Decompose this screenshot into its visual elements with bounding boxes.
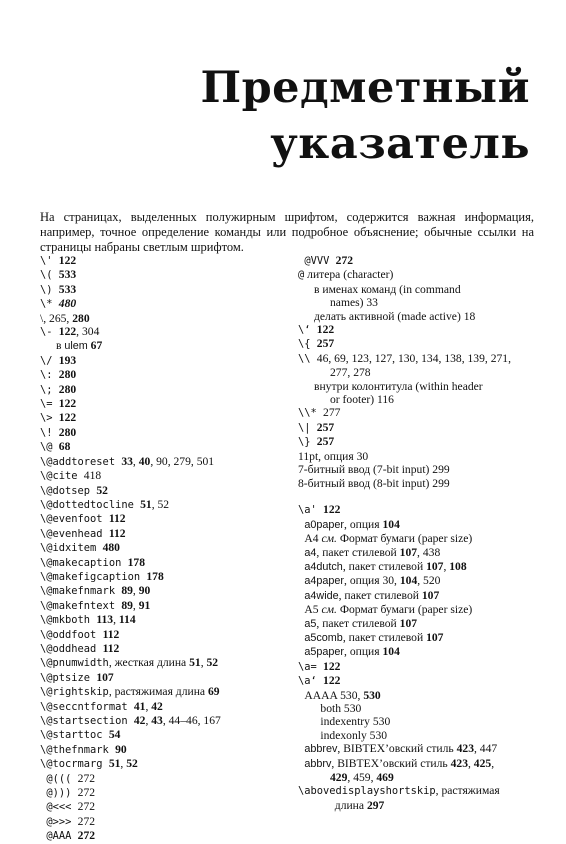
index-entry (40, 541, 280, 555)
index-entry-part: \@makefigcaption (40, 570, 147, 583)
index-entry-part: 272 (77, 814, 96, 828)
index-entry (298, 406, 548, 420)
index-column-left (40, 254, 280, 844)
index-entry-part: 90 (115, 742, 127, 756)
index-entry (40, 728, 280, 742)
index-entry-part: 122 (323, 659, 341, 673)
index-entry (40, 268, 280, 282)
index-entry-part: 51 (140, 497, 152, 511)
index-entry (298, 689, 548, 702)
index-entry-part: 107 (399, 545, 418, 559)
index-entry-part: , (113, 613, 119, 627)
index-entry-part: , (145, 714, 152, 727)
index-entry-part: в именах команд (in command (314, 282, 461, 296)
index-entry (40, 469, 280, 483)
index-entry-part: 43 (151, 714, 163, 727)
index-entry (298, 757, 548, 771)
index-entry-part: 69 (207, 685, 220, 699)
index-entry (298, 366, 548, 379)
index-entry-part: \abovedisplayshortskip (298, 785, 436, 798)
index-entry (298, 310, 548, 323)
index-entry-part: \@evenfoot (40, 513, 109, 526)
index-entry (298, 560, 548, 574)
index-entry-part: 277, 278 (330, 366, 371, 380)
index-entry (298, 393, 548, 406)
index-entry-part: 90 (138, 584, 151, 598)
index-entry-part: A5 (304, 603, 322, 617)
index-entry-part: , 304 (76, 325, 100, 339)
index-entry (298, 574, 548, 588)
index-entry-part: , (200, 656, 207, 670)
index-entry-part: 54 (108, 728, 121, 742)
index-entry-part: 178 (127, 555, 145, 569)
index-entry-part: , растяжимая длина (108, 685, 208, 699)
index-entry (298, 296, 548, 309)
index-entry-part: 11pt, опция 30 (298, 449, 369, 463)
index-entry-part: 280 (58, 382, 77, 396)
index-entry-part: литера (character) (304, 268, 394, 282)
index-entry-part: \@thefnmark (40, 743, 116, 756)
index-entry-part: 104 (399, 574, 418, 588)
index-entry (40, 613, 280, 627)
index-entry-part: 122 (58, 397, 77, 411)
index-entry-part: , пакет стилевой (316, 545, 400, 559)
index-entry (40, 656, 280, 670)
index-entry-part: @AAA (46, 830, 78, 843)
index-entry (40, 786, 280, 800)
index-entry-part: делать активной (made active) 18 (314, 309, 476, 323)
index-entry-part: \@dottedtocline (40, 498, 141, 511)
index-entry-part: , растяжимая (435, 784, 500, 798)
index-entry (40, 642, 280, 656)
index-entry (298, 337, 548, 351)
index-entry-part: a5 (304, 617, 317, 630)
index-entry-part: \! (40, 426, 59, 439)
index-entry-part: @VVV (304, 255, 336, 267)
index-entry (298, 715, 548, 728)
index-entry-part: @))) (46, 787, 78, 800)
index-entry-part: \@starttoc (40, 729, 109, 742)
index-entry (298, 660, 548, 674)
index-entry-part: 297 (366, 798, 385, 812)
index-entry-part: a5paper (304, 646, 345, 659)
index-entry (298, 268, 548, 282)
index-entry-part: 51 (189, 656, 201, 670)
index-entry (40, 512, 280, 526)
index-entry-part: indexonly 530 (320, 728, 388, 742)
index-entry-part: \@makefntext (40, 599, 122, 612)
index-entry-part: \@mkboth (40, 614, 97, 627)
index-entry (298, 729, 548, 742)
index-entry-part: a4wide (304, 589, 339, 602)
index-entry-part: a4paper (304, 575, 345, 588)
index-entry-part: 108 (449, 559, 467, 573)
index-entry-part: @>>> (46, 815, 78, 828)
index-entry-part: 107 (426, 630, 444, 644)
index-entry-part: 272 (77, 829, 96, 843)
index-entry-part: \@makecaption (40, 556, 128, 569)
index-entry-part: \* (40, 298, 59, 311)
index-entry-part: \@pnumwidth (40, 657, 109, 670)
index-entry (298, 254, 548, 268)
index-entry-part: 423 (456, 742, 474, 756)
index-entry-part: 122 (316, 323, 335, 337)
index-entry-part: 122 (323, 503, 341, 517)
index-entry-part: \@ptsize (40, 671, 97, 684)
index-entry-part: 122 (58, 325, 77, 339)
index-entry-part: 107 (421, 588, 440, 602)
index-entry-part: , опция 30, (344, 574, 400, 588)
index-entry-part: a5comb (304, 631, 343, 644)
index-entry-part: \@cite (40, 470, 84, 483)
index-entry-part: 51 (108, 757, 121, 771)
index-entry-part: см. (321, 603, 337, 617)
index-entry-part: \( (40, 269, 59, 282)
index-entry (40, 628, 280, 642)
index-entry-part: , 447 (474, 742, 498, 756)
index-entry-part: , опция (344, 517, 383, 531)
index-entry (298, 799, 548, 812)
index-entry-part: , 44–46, 167 (162, 714, 221, 727)
index-entry (298, 674, 548, 688)
index-entry-part: 52 (206, 656, 219, 670)
index-entry-part: в (56, 339, 65, 353)
index-entry-part: 280 (58, 425, 77, 439)
index-entry-part: \} (298, 436, 317, 449)
page-title-line-1: Предметный (200, 63, 530, 113)
index-entry-part: , (132, 598, 139, 612)
index-entry-part: \- (40, 326, 59, 339)
index-entry-part: 193 (58, 353, 77, 367)
index-entry-part: 52 (96, 483, 108, 497)
index-entry-part: \, 265, (40, 311, 73, 325)
index-entry (298, 645, 548, 659)
index-entry-part: 8-битный ввод (8-bit input) 299 (298, 476, 450, 490)
intro-paragraph: На страницах, выделенных полужирным шрифтом, содержится важная информация, например, точное определение команды или подробное объяснение; обычные ссылки на страницы набраны светлым шрифтом. (40, 210, 534, 254)
index-entry-part: 91 (138, 598, 151, 612)
index-entry (40, 815, 280, 829)
index-entry-part: \\* (298, 407, 324, 420)
index-entry-part: @((( (46, 772, 78, 785)
index-entry-part: , 520 (417, 574, 441, 588)
index-entry-part: \@makefnmark (40, 585, 122, 598)
index-entry (298, 450, 548, 463)
index-entry-part: \{ (298, 338, 317, 351)
index-entry-part: \@seccntformat (40, 700, 134, 713)
index-entry (40, 829, 280, 843)
index-entry (298, 283, 548, 296)
index-entry (298, 435, 548, 449)
index-entry (40, 757, 280, 771)
index-entry-part: 257 (316, 435, 335, 449)
index-entry-part: 272 (77, 771, 96, 785)
index-entry (40, 685, 280, 699)
index-entry (40, 325, 280, 339)
index-entry-part: or footer) 116 (330, 393, 394, 407)
index-entry (40, 440, 280, 454)
index-entry-part: \@addtoreset (40, 455, 122, 468)
index-entry (40, 254, 280, 268)
index-entry-part: , 459, (347, 771, 377, 785)
index-entry (298, 380, 548, 393)
index-entry-part: 122 (58, 411, 77, 425)
index-entry-part: \‘ (298, 324, 317, 337)
index-entry-part: , пакет стилевой (342, 630, 427, 644)
index-entry-part: @ (298, 269, 305, 282)
index-entry-part: 480 (58, 297, 77, 311)
index-entry-part: \@dotsep (40, 484, 97, 497)
index-entry (40, 599, 280, 613)
index-entry-part: 114 (118, 613, 136, 627)
index-entry (298, 463, 548, 476)
index-entry-part: 33 (121, 454, 133, 468)
index-entry (40, 383, 280, 397)
index-column-right (298, 254, 548, 812)
index-entry (40, 411, 280, 425)
index-entry (40, 426, 280, 440)
index-entry-part: 469 (376, 771, 394, 785)
index-entry-part: \a' (298, 504, 324, 517)
index-entry-part: 68 (58, 440, 71, 454)
index-entry-part: \) (40, 283, 59, 296)
index-entry (298, 702, 548, 715)
index-entry-part: , 90, 279, 501 (150, 454, 215, 468)
index-entry-part: 104 (382, 517, 400, 531)
index-entry-part: \@tocrmarg (40, 758, 109, 771)
index-entry-part: 533 (58, 282, 77, 296)
index-entry (40, 570, 280, 584)
page-title (200, 60, 530, 172)
index-entry (298, 518, 548, 532)
index-entry (40, 671, 280, 685)
index-entry-part: 480 (102, 541, 120, 555)
index-entry (40, 700, 280, 714)
index-entry-part: 257 (316, 420, 335, 434)
index-entry-part: , (491, 756, 495, 770)
index-entry-part: 425 (473, 756, 492, 770)
index-entry-part: \a= (298, 660, 324, 673)
index-entry-part: 280 (72, 311, 90, 325)
index-entry-part: 42 (151, 699, 163, 713)
index-entry (40, 312, 280, 325)
index-entry-part: \' (40, 255, 59, 267)
index-entry-part: , BIBTEX’овский стиль (331, 756, 451, 770)
index-entry-part: 418 (83, 469, 102, 483)
index-entry-part: 272 (77, 786, 96, 800)
index-entry-part: a4 (304, 546, 317, 559)
index-entry (40, 455, 280, 469)
index-entry-part: 52 (126, 757, 138, 771)
index-entry-part: 67 (87, 339, 103, 353)
index-entry (40, 527, 280, 541)
index-entry-part: names) 33 (330, 296, 378, 310)
index-entry (298, 421, 548, 435)
index-entry-part: \@evenhead (40, 527, 109, 540)
index-entry-part: \/ (40, 354, 59, 367)
index-entry-part: , опция (344, 645, 383, 659)
index-entry-part: \@rightskip (40, 686, 109, 699)
index-entry-part: both 530 (320, 701, 362, 715)
page-title-line-2: указатель (270, 119, 530, 169)
index-entry-part: AAAA 530, (304, 688, 364, 702)
index-entry-part: 122 (58, 254, 77, 267)
index-entry-part: Формат бумаги (paper size) (336, 603, 473, 617)
index-entry (298, 503, 548, 517)
index-entry-part: , пакет стилевой (338, 588, 422, 602)
index-entry-part: 429 (330, 771, 348, 785)
index-entry-part: 107 (399, 616, 418, 630)
index-entry-part: @<<< (46, 801, 78, 814)
index-entry (298, 532, 548, 545)
index-entry (40, 772, 280, 786)
index-entry-part: , пакет стилевой (342, 559, 427, 573)
index-entry-part: \; (40, 383, 59, 396)
index-entry-part: , (468, 756, 474, 770)
index-entry (40, 714, 280, 728)
index-entry-part: 104 (382, 645, 400, 659)
index-entry-part: внутри колонтитула (within header (314, 379, 483, 393)
index-entry-part: 112 (108, 512, 126, 526)
index-entry-part: , (443, 559, 450, 573)
index-entry-part: 272 (77, 800, 96, 814)
index-entry (298, 323, 548, 337)
index-entry-part: \@ (40, 441, 59, 454)
index-entry (40, 584, 280, 598)
index-entry-part: 423 (450, 756, 468, 770)
index-entry-part: 257 (316, 337, 335, 351)
index-entry-part: , (145, 699, 152, 713)
index-entry-part: \@idxitem (40, 542, 103, 555)
index-entry (40, 743, 280, 757)
index-entry-part: 112 (102, 641, 120, 655)
index-entry (40, 397, 280, 411)
index-entry-part: , жесткая длина (108, 656, 190, 670)
index-entry-part: 107 (96, 670, 114, 684)
index-entry-part: 530 (363, 688, 381, 702)
index-entry-part: 89 (121, 584, 133, 598)
index-entry-part: , 438 (417, 545, 441, 559)
index-entry-part: 178 (146, 569, 164, 583)
index-entry-part: \a‘ (298, 675, 324, 688)
index-entry-part: \@oddfoot (40, 628, 103, 641)
index-entry (40, 354, 280, 368)
index-entry-part: , BIBTEX’овский стиль (337, 742, 457, 756)
index-entry-part: indexentry 530 (320, 715, 391, 729)
index-entry (40, 498, 280, 512)
index-entry-part: 89 (121, 598, 133, 612)
index-entry-part: длина (334, 798, 367, 812)
index-entry-part: \> (40, 412, 59, 425)
index-entry (40, 484, 280, 498)
index-entry (298, 477, 548, 490)
index-entry-part: abbrev (304, 743, 338, 756)
index-entry (298, 631, 548, 645)
index-entry-part: \@oddhead (40, 642, 103, 655)
index-entry-part: 42 (133, 714, 146, 727)
index-entry (40, 297, 280, 311)
index-entry-part: \@startsection (40, 715, 134, 727)
index-entry-part: a0paper (304, 518, 345, 531)
index-entry (298, 546, 548, 560)
index-entry-part: , 52 (151, 497, 170, 511)
index-entry (40, 339, 280, 353)
index-entry-part: 40 (138, 454, 151, 468)
index-entry (298, 603, 548, 616)
index-entry-part: 46, 69, 123, 127, 130, 134, 138, 139, 271, (316, 351, 511, 365)
index-entry (40, 800, 280, 814)
index-entry (40, 368, 280, 382)
index-entry (298, 784, 548, 798)
index-entry-part: A4 (304, 532, 322, 546)
index-entry-part: 272 (335, 254, 354, 267)
index-entry (298, 617, 548, 631)
index-entry-part: \: (40, 369, 59, 382)
index-entry (298, 352, 548, 366)
index-entry (298, 742, 548, 756)
index-entry-part: 533 (58, 268, 77, 282)
index-entry-part: , (132, 584, 139, 598)
index-entry-part: 112 (108, 526, 126, 540)
index-entry-part: 41 (133, 699, 146, 713)
index-entry-part: \\ (298, 352, 317, 365)
index-entry-part: 277 (323, 406, 341, 420)
index-entry-part: 280 (58, 368, 77, 382)
index-entry (298, 589, 548, 603)
index-entry-part: 7-битный ввод (7-bit input) 299 (298, 463, 450, 477)
index-entry-part: 112 (102, 627, 120, 641)
index-entry-part: см. (321, 532, 337, 546)
index-entry-part: ulem (64, 340, 88, 353)
index-entry-part: , пакет стилевой (316, 616, 400, 630)
index-entry-part: , (132, 454, 139, 468)
index-entry (40, 283, 280, 297)
index-entry-part: 113 (96, 613, 114, 627)
index-entry-part: \| (298, 421, 317, 434)
index-entry-part: 122 (323, 674, 341, 688)
index-entry-part: abbrv (304, 757, 332, 770)
index-gap (298, 490, 548, 503)
index-entry-part: a4dutch (304, 560, 343, 573)
index-entry-part: , (120, 757, 127, 771)
index-entry-part: 107 (426, 559, 444, 573)
index-entry-part: \= (40, 398, 59, 411)
index-entry-part: Формат бумаги (paper size) (336, 532, 473, 546)
index-entry (40, 556, 280, 570)
